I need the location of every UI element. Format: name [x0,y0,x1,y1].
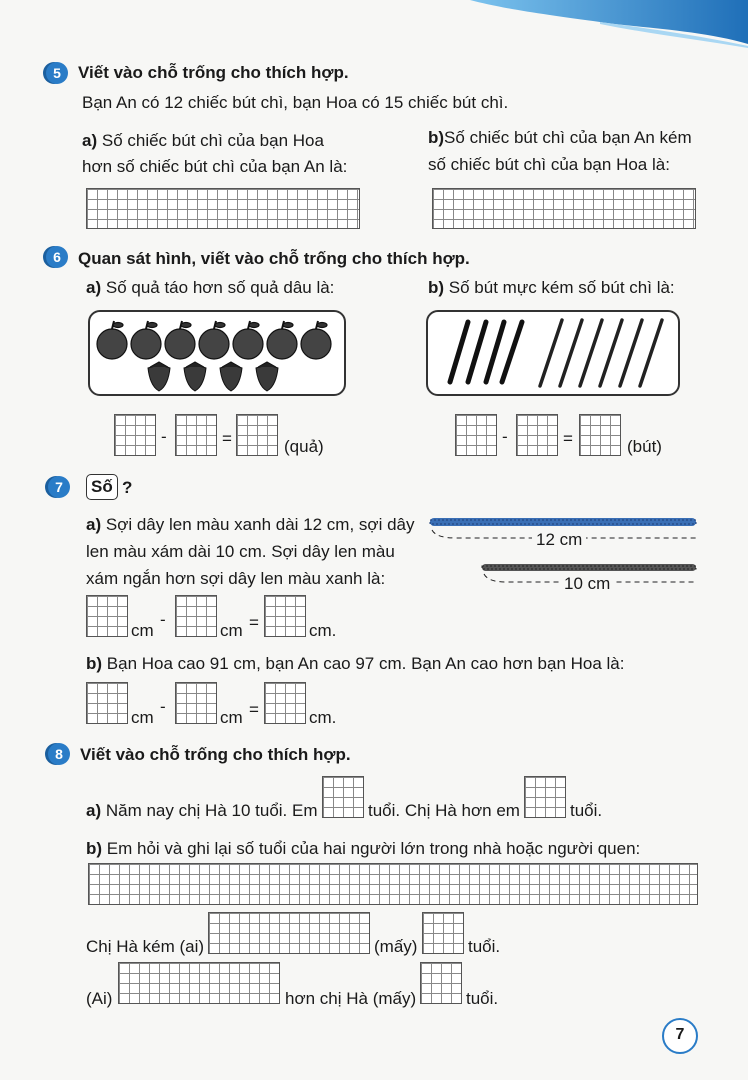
answer-grid-8b-num-1[interactable] [422,912,464,954]
answer-grid-7b-1[interactable] [86,682,128,724]
part-a-line1: Sợi dây len màu xanh dài 12 cm, sợi dây [105,515,415,534]
strawberry-icon [256,362,278,391]
pencil-icon [580,320,602,386]
line1-segment3: tuổi. [468,937,501,956]
pencil-icon [540,320,562,386]
apple-icon [199,321,229,359]
so-label-box: Số [86,474,118,500]
fruit-illustration [90,312,344,394]
strawberry-icon [148,362,170,391]
part-b-text [86,838,640,860]
part-b-label: b) [428,278,445,297]
answer-grid-8b-who-1[interactable] [208,912,370,954]
header-wave-decoration [0,0,748,48]
apple-icon [267,321,297,359]
answer-grid-7a-2[interactable] [175,595,217,637]
rope2-length-label: 10 cm [560,573,614,595]
part-a-text [86,277,334,299]
apple-icon [233,321,263,359]
line1-segment2: (mấy) [374,937,418,956]
answer-grid-6a-2[interactable] [175,414,217,456]
part-b-line1: Số chiếc bút chì của bạn An kém [444,128,692,147]
unit-label: (quả) [284,437,324,456]
part-b-text [428,127,692,149]
part-a-line2: len màu xám dài 10 cm. Sợi dây len màu [86,542,395,561]
page-number: 7 [662,1018,698,1054]
equals-sign: = [563,429,573,448]
answer-grid-5a[interactable] [86,188,360,229]
answer-grid-6b-1[interactable] [455,414,497,456]
question-mark: ? [122,478,133,497]
gray-rope-icon [482,564,696,571]
part-a-text [82,130,324,152]
pen-icon [450,322,468,382]
pen-icon [502,322,522,382]
part-a-label: a) [86,278,102,297]
part-a-label: a) [86,515,102,534]
strawberry-icon [220,362,242,391]
minus-sign: - [502,427,508,446]
strawberry-icon [184,362,206,391]
part-b-text [86,653,624,675]
line2-segment3: tuổi. [466,989,499,1008]
rope1-length-label: 12 cm [532,529,586,551]
blue-rope-icon [430,518,696,526]
answer-grid-8a-2[interactable] [524,776,566,818]
part-a-line1: Số chiếc bút chì của bạn Hoa [101,131,324,150]
pen-icon [468,322,486,382]
equals-sign: = [249,613,259,632]
part-a-label: a) [82,131,98,150]
pen-icon [486,322,504,382]
pens-picture-box [426,310,680,396]
fruit-picture-box [88,310,346,396]
part-b-text [428,277,675,299]
apple-icon [165,321,195,359]
part-b-label: b) [86,839,103,858]
question-title: Viết vào chỗ trống cho thích hợp. [80,745,351,764]
part-b-line: Bạn Hoa cao 91 cm, bạn An cao 97 cm. Bạn An cao hơn bạn Hoa là: [106,654,625,673]
unit-label: cm. [309,621,337,640]
part-b-label: b) [428,128,445,147]
answer-grid-8b-who-2[interactable] [118,962,280,1004]
minus-sign: - [160,610,166,629]
question-number-badge: 8 [48,743,70,765]
part-a-line: Số quả táo hơn số quả dâu là: [105,278,335,297]
part-a-text [86,514,414,536]
apple-icon [301,321,331,359]
pens-pencils-illustration [428,312,678,394]
answer-grid-6b-3[interactable] [579,414,621,456]
answer-grid-7a-3[interactable] [264,595,306,637]
minus-sign: - [161,427,167,446]
unit-label: (bút) [627,437,662,456]
part-a-line2: hơn số chiếc bút chì của bạn An là: [82,157,348,176]
part-b-line2: số chiếc bút chì của bạn Hoa là: [428,155,670,174]
equals-sign: = [222,429,232,448]
question-intro: Bạn An có 12 chiếc bút chì, bạn Hoa có 15 chiếc bút chì. [82,93,509,112]
part-b-line: Số bút mực kém số bút chì là: [448,278,675,297]
part-a-segment1: Năm nay chị Hà 10 tuổi. Em [105,801,318,820]
line2-segment2: hơn chị Hà (mấy) [285,989,417,1008]
apple-icon [97,321,127,359]
minus-sign: - [160,697,166,716]
answer-grid-8a-1[interactable] [322,776,364,818]
part-b-label: b) [86,654,103,673]
answer-grid-6a-1[interactable] [114,414,156,456]
question-title: Viết vào chỗ trống cho thích hợp. [78,63,349,82]
part-a-segment2: tuổi. Chị Hà hơn em [368,801,520,820]
unit-label: cm [220,708,243,727]
apple-icon [131,321,161,359]
answer-grid-6a-3[interactable] [236,414,278,456]
line2-segment1: (Ai) [86,989,113,1008]
equals-sign: = [249,700,259,719]
question-number-badge: 6 [46,246,68,268]
answer-grid-7b-3[interactable] [264,682,306,724]
part-a-text [86,800,318,822]
pencil-icon [620,320,642,386]
question-number-badge: 7 [48,476,70,498]
pencil-icon [560,320,582,386]
unit-label: cm [220,621,243,640]
pencil-icon [640,320,662,386]
question-number-badge: 5 [46,62,68,84]
answer-grid-6b-2[interactable] [516,414,558,456]
part-a-label: a) [86,801,102,820]
line1-segment1: Chị Hà kém (ai) [86,937,205,956]
answer-grid-5b[interactable] [432,188,696,229]
unit-label: cm [131,708,154,727]
part-b-line: Em hỏi và ghi lại số tuổi của hai người lớn trong nhà hoặc người quen: [106,839,641,858]
question-title: Quan sát hình, viết vào chỗ trống cho thích hợp. [78,249,470,268]
pencil-icon [600,320,622,386]
answer-grid-8b-num-2[interactable] [420,962,462,1004]
answer-grid-7b-2[interactable] [175,682,217,724]
unit-label: cm [131,621,154,640]
part-a-line3: xám ngắn hơn sợi dây len màu xanh là: [86,569,386,588]
answer-grid-8b-long[interactable] [88,863,698,905]
answer-grid-7a-1[interactable] [86,595,128,637]
unit-label: cm. [309,708,337,727]
part-a-segment3: tuổi. [570,801,603,820]
